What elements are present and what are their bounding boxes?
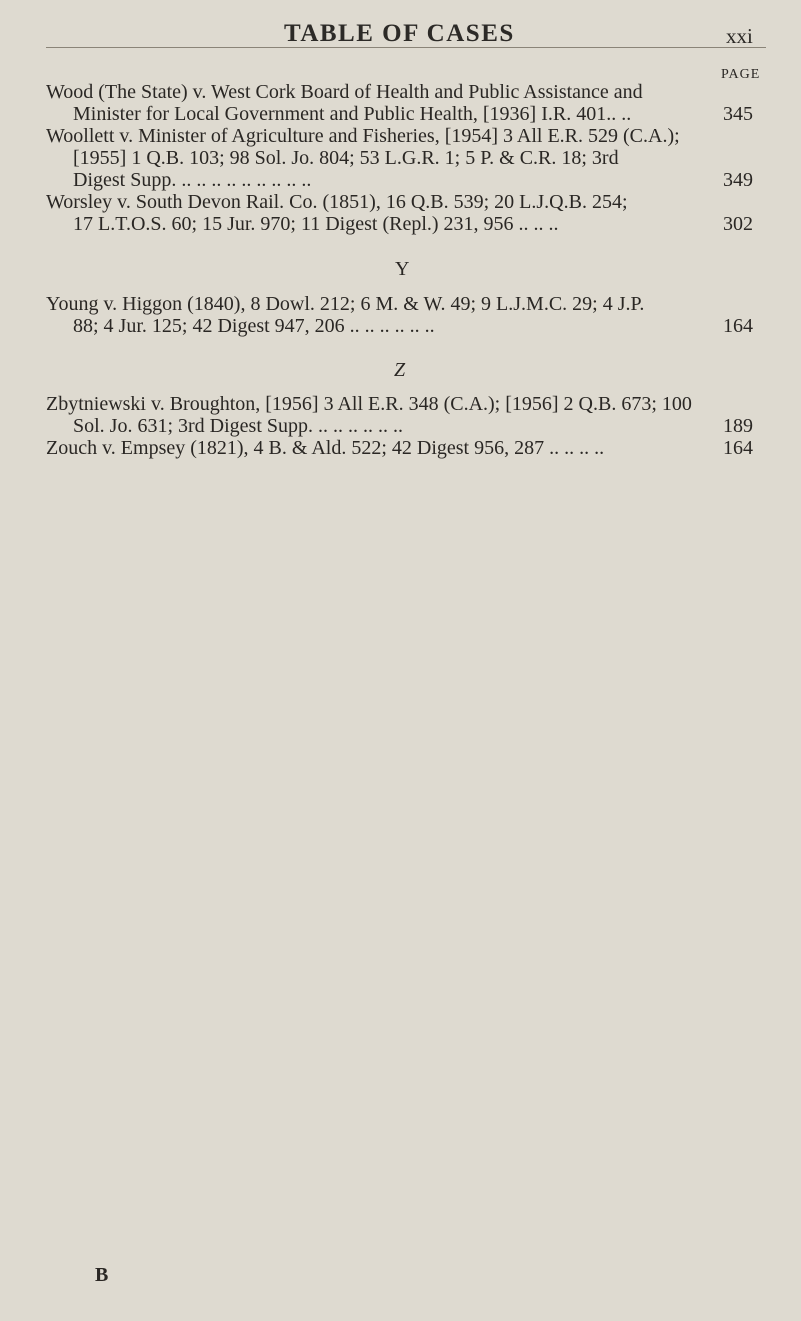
- entry-page-number: 345: [723, 103, 753, 125]
- entry-line: Wood (The State) v. West Cork Board of Health and Public Assistance and: [46, 81, 643, 103]
- running-head: [0, 14, 801, 54]
- entry-line: Minister for Local Government and Public Health, [1936] I.R. 401.. ..: [73, 103, 632, 125]
- entry-page-number: 302: [723, 213, 753, 235]
- folio-number: xxi: [726, 24, 753, 48]
- entry-line: Woollett v. Minister of Agriculture and Fisheries, [1954] 3 All E.R. 529 (C.A.);: [46, 125, 680, 147]
- section-letter-y: Y: [395, 258, 410, 280]
- header-rule: [46, 47, 766, 48]
- entry-line: Sol. Jo. 631; 3rd Digest Supp. .. .. .. .. .. ..: [73, 415, 404, 437]
- signature-mark: B: [95, 1264, 109, 1286]
- entry-line: Digest Supp. .. .. .. .. .. .. .. .. ..: [73, 169, 312, 191]
- entry-line: Young v. Higgon (1840), 8 Dowl. 212; 6 M. & W. 49; 9 L.J.M.C. 29; 4 J.P.: [46, 293, 645, 315]
- entry-page-number: 164: [723, 315, 753, 337]
- entry-page-number: 349: [723, 169, 753, 191]
- entry-page-number: 189: [723, 415, 753, 437]
- entry-line: 17 L.T.O.S. 60; 15 Jur. 970; 11 Digest (Repl.) 231, 956 .. .. ..: [73, 213, 559, 235]
- page-column-label: PAGE: [721, 67, 761, 82]
- page-title: TABLE OF CASES: [284, 20, 515, 47]
- entry-line: Zbytniewski v. Broughton, [1956] 3 All E.R. 348 (C.A.); [1956] 2 Q.B. 673; 100: [46, 393, 692, 415]
- entry-line: Zouch v. Empsey (1821), 4 B. & Ald. 522; 42 Digest 956, 287 .. .. .. ..: [46, 437, 605, 459]
- entry-line: Worsley v. South Devon Rail. Co. (1851), 16 Q.B. 539; 20 L.J.Q.B. 254;: [46, 191, 628, 213]
- section-letter-z: Z: [394, 359, 406, 381]
- entry-line: [1955] 1 Q.B. 103; 98 Sol. Jo. 804; 53 L.G.R. 1; 5 P. & C.R. 18; 3rd: [73, 147, 619, 169]
- entry-page-number: 164: [723, 437, 753, 459]
- entry-line: 88; 4 Jur. 125; 42 Digest 947, 206 .. .. .. .. .. ..: [73, 315, 435, 337]
